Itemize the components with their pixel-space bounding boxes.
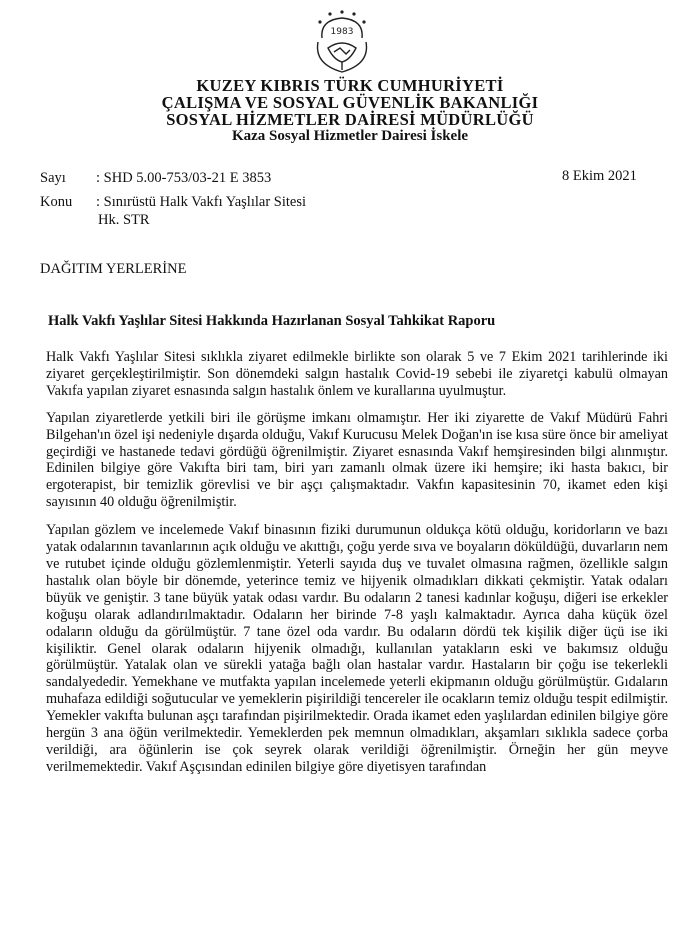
paragraph-2: Yapılan ziyaretlerde yetkili biri ile görüşme imkanı olmamıştır. Her iki ziyarette de Vakıf Müdürü Fahri Bilgehan'ın özel işi nedeniyle dışarda olduğu, Vakıf Kurucusu Melek Doğan'ın ise kısa süre önce bir ameliyat geçirdiği ve hastanede tedavi gördüğü öğrenilmiştir. Ziyaret esnasında Vakıf hemşiresinden bilgi alınmıştır. Edinilen bilgiye göre Vakıfta biri tam, biri yarı zamanlı olmak üzere iki hemşire; iki hasta bakıcı, bir ergoterapist, bir temizlik görevlisi ve bir aşçı çalışmaktadır. Vakfın kapasitesinin 70, ikamet eden kişi sayısının 40 olduğu öğrenilmiştir. <box>46 409 668 511</box>
report-title: Halk Vakfı Yaşlılar Sitesi Hakkında Hazırlanan Sosyal Tahkikat Raporu <box>48 313 496 329</box>
header-country: KUZEY KIBRIS TÜRK CUMHURİYETİ <box>196 76 504 95</box>
konu-hk: Hk. STR <box>98 212 150 228</box>
svg-text:1983: 1983 <box>330 27 354 37</box>
konu-label: Konu <box>40 194 73 210</box>
header-ministry: ÇALIŞMA VE SOSYAL GÜVENLİK BAKANLIĞI <box>161 93 539 112</box>
paragraph-3: Yapılan gözlem ve incelemede Vakıf binasının fiziki durumunun oldukça kötü olduğu, koridorların ve bazı yatak odalarının tavanlarının açık olduğu ve akıttığı, çoğu yerde sıva ve boyaların döküldüğü, duvarların nem ve rutubet içinde olduğu gözlemlenmiştir. Yeterli sayıda duş ve tuvalet olmasına rağmen, özellikle salgın hastalık olan böyle bir dönemde, yeterince temiz ve hijyenik olmadıkları dikkati çekmiştir. Yatak odaları büyük ve geniştir. 3 tane büyük yatak odası vardır. Bu odaların 2 tanesi kadınlar koğuşu, diğeri ise erkekler koğuşu olarak adlandırılmaktadır. Odaların her birinde 7-8 yaşlı kalmaktadır. Ayrıca daha küçük özel odaların olduğu da görülmüştür. 7 tane özel oda vardır. Bu odaların dördü tek kişilik diğer üçü ise iki kişiliktir. Genel olarak odaların hijyenik olmadığı, kullanılan yatakların eski ve bakımsız olduğu görülmüştür. Yatalak olan ve sürekli yatağa bağlı olan hastalar vardır. Hastaların bir çoğu ise tekerlekli sandalyededir. Yemekhane ve mutfakta yapılan incelemede yeterli ekipmanın olduğu görülmüştür. Gıdaların muhafaza edildiği soğutucular ve yemeklerin pişirildiği tencereler ile ocakların temiz olduğu tespit edilmiştir. Yemekler vakıfta bulunan aşçı tarafından pişirilmektedir. Orada ikamet eden yaşlılardan edinilen bilgiye göre hergün 3 ana öğün verilmektedir. Yemeklerden pek memnun olmadıkları, akşamları sıklıkla sadece çorba verildiği, ara öğünlerin ise çok seyrek olarak verildiği öğrenilmiştir. Örneğin her gün meyve verilmemektedir. Vakıf Aşçısından edinilen bilgiye göre diyetisyen tarafından <box>46 522 668 775</box>
distribution-greeting: DAĞITIM YERLERİNE <box>40 261 187 277</box>
header-department: SOSYAL HİZMETLER DAİRESİ MÜDÜRLÜĞÜ <box>166 110 534 129</box>
paragraph-1: Halk Vakfı Yaşlılar Sitesi sıklıkla ziyaret edilmekle birlikte son olarak 5 ve 7 Ekim 2021 tarihlerinde iki ziyaret gerçekleştirilmiştir. Son dönemdeki salgın hastalık Covid-19 sebebi ile ziyaretçi kabulü olmayan Vakıfa yapılan ziyaret esnasında salgın hastalık önlem ve kurallarına uyulmuştur. <box>46 349 668 399</box>
sayi-value: : SHD 5.00-753/03-21 E 3853 <box>96 170 272 186</box>
konu-value: : Sınırüstü Halk Vakfı Yaşlılar Sitesi <box>96 194 306 210</box>
document-date: 8 Ekim 2021 <box>562 168 637 184</box>
header-district-office: Kaza Sosyal Hizmetler Dairesi İskele <box>231 128 469 144</box>
sayi-label: Sayı <box>40 170 66 186</box>
state-emblem-icon <box>300 8 384 78</box>
report-body <box>46 349 668 776</box>
